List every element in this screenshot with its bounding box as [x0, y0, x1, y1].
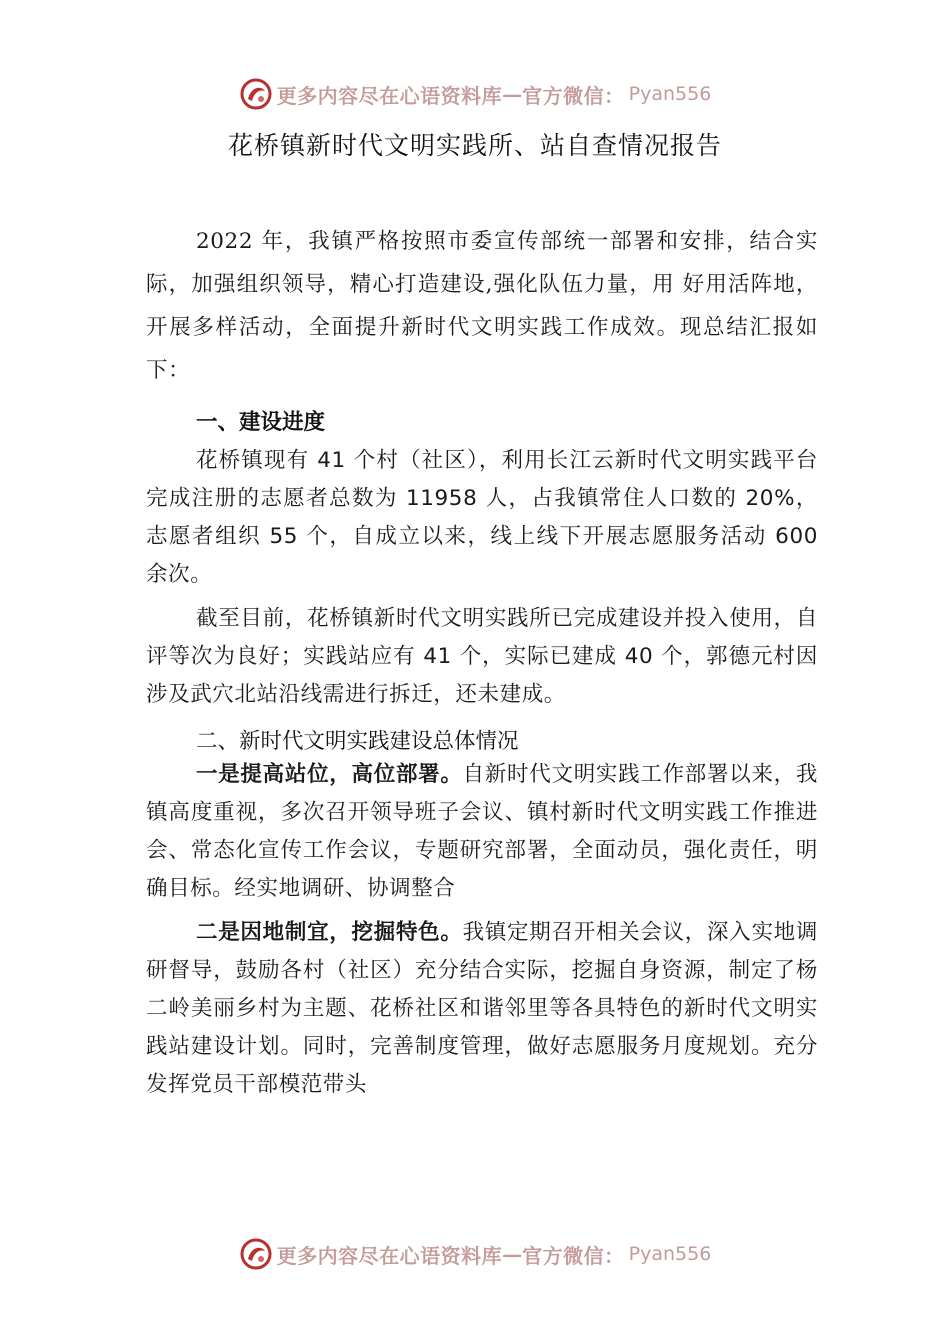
section1-paragraph-2: 截至目前，花桥镇新时代文明实践所已完成建设并投入使用，自评等次为良好；实践站应有 41 个，实际已建成 40 个，郭德元村因涉及武穴北站沿线需进行拆迁，还未建成。: [146, 606, 818, 707]
brand-logo-icon: [239, 77, 273, 111]
paragraph-body: 我镇定期召开相关会议，深入实地调研督导，鼓励各村（社区）充分结合实际，挖掘自身资源，制定了杨二岭美丽乡村为主题、花桥社区和谐邻里等各具特色的新时代文明实践站建设计划。同时，完善制度管理，做好志愿服务月度规划。充分发挥党员干部模范带头: [146, 920, 818, 1097]
document-title: 花桥镇新时代文明实践所、站自查情况报告: [227, 131, 722, 160]
paragraph-lead: 二是因地制宜，挖掘特色。: [196, 920, 463, 945]
section2-paragraph-1: [146, 756, 818, 908]
watermark-dash: —: [502, 1242, 523, 1266]
brand-logo-icon: [239, 1237, 273, 1271]
watermark-handle: Pyan556: [628, 83, 712, 105]
section1-paragraph-1: 花桥镇现有 41 个村（社区），利用长江云新时代文明实践平台完成注册的志愿者总数为 11958 人，占我镇常住人口数的 20%，志愿者组织 55 个，自成立以来，线上线下开展志愿服务活动 600 余次。: [146, 448, 818, 587]
intro-paragraph: 2022 年，我镇严格按照市委宣传部统一部署和安排，结合实际，加强组织领导，精心打造建设,强化队伍力量，用 好用活阵地，开展多样活动，全面提升新时代文明实践工作成效。现总结汇报如下：: [146, 229, 818, 383]
watermark-official: 官方微信：: [522, 1243, 625, 1268]
paragraph-body: 自新时代文明实践工作部署以来，我镇高度重视，多次召开领导班子会议、镇村新时代文明实践工作推进会、常态化宣传工作会议，专题研究部署，全面动员，强化责任，明确目标。经实地调研、协调整合: [146, 762, 818, 901]
watermark-text: 更多内容尽在心语资料库: [276, 1243, 503, 1268]
watermark-header: [0, 74, 950, 114]
section-heading-2: 二、新时代文明实践建设总体情况: [196, 729, 519, 754]
watermark-text: 更多内容尽在心语资料库: [276, 83, 503, 108]
section-heading-1: 一、建设进度: [196, 410, 326, 435]
watermark-footer: [0, 1234, 950, 1274]
watermark-dash: —: [502, 82, 523, 106]
watermark-official: 官方微信：: [522, 83, 625, 108]
section2-paragraph-2: [146, 914, 818, 1104]
watermark-handle: Pyan556: [628, 1243, 712, 1265]
paragraph-lead: 一是提高站位，高位部署。: [196, 762, 463, 787]
